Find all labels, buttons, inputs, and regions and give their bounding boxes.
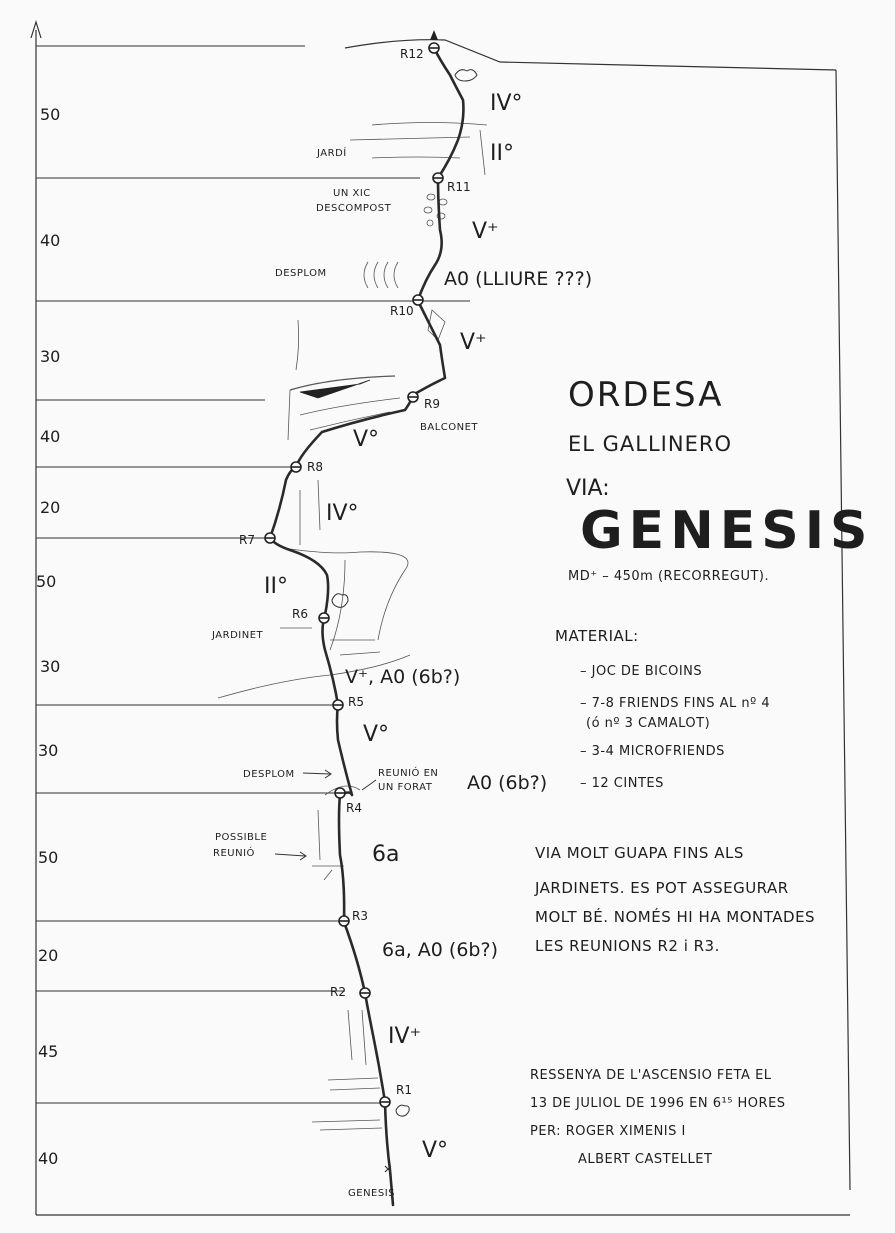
belay-station <box>380 1097 390 1107</box>
feature-label: JARDÍ <box>317 148 347 159</box>
belay-station <box>319 613 329 623</box>
credit-line: RESSENYA DE L'ASCENSIO FETA EL <box>530 1068 772 1083</box>
pitch-length-label: 20 <box>40 498 61 517</box>
credit-line: 13 DE JULIOL DE 1996 EN 6¹⁵ HORES <box>530 1096 786 1111</box>
pitch-grade: II° <box>264 574 288 599</box>
note-line: JARDINETS. ES POT ASSEGURAR <box>535 879 789 897</box>
pitch-length-label: 45 <box>38 1042 59 1061</box>
pitch-grade: A0 (LLIURE ???) <box>444 268 593 290</box>
feature-label: DESPLOM <box>275 268 327 279</box>
belay-label: R5 <box>348 695 364 709</box>
belay-label: R4 <box>346 801 362 815</box>
feature-label: REUNIÓ <box>213 848 255 859</box>
material-item: – JOC DE BICOINS <box>580 664 703 679</box>
belay-station <box>265 533 275 543</box>
belay-station <box>335 788 345 798</box>
belay-label: R7 <box>239 533 255 547</box>
belay-label: R6 <box>292 607 308 621</box>
belay-station <box>339 916 349 926</box>
wall-name: EL GALLINERO <box>568 432 732 456</box>
feature-label: GENESIS <box>348 1188 396 1199</box>
feature-label: JARDINET <box>212 630 264 641</box>
belay-label: R1 <box>396 1083 412 1097</box>
credit-line: PER: ROGER XIMENIS I <box>530 1124 686 1139</box>
belay-label: R11 <box>447 180 471 194</box>
via-label: VIA: <box>566 476 610 501</box>
pitch-length-label: 40 <box>38 1149 59 1168</box>
belay-station <box>291 462 301 472</box>
pitch-length-label: 40 <box>40 427 61 446</box>
feature-label: REUNIÓ EN <box>378 768 439 779</box>
pitch-grade: II° <box>490 141 514 166</box>
pitch-grade: 6a, A0 (6b?) <box>382 939 498 961</box>
pitch-length-label: 40 <box>40 231 61 250</box>
pitch-grade: A0 (6b?) <box>467 772 548 794</box>
pitch-length-label: 50 <box>36 572 57 591</box>
pitch-grade: V⁺, A0 (6b?) <box>345 666 461 688</box>
feature-label: BALCONET <box>420 422 479 433</box>
belay-label: R3 <box>352 909 368 923</box>
pitch-grade: V° <box>353 427 380 452</box>
pitch-grade: IV⁺ <box>388 1024 422 1049</box>
feature-label: DESPLOM <box>243 769 295 780</box>
material-heading: MATERIAL: <box>555 627 639 645</box>
pitch-length-label: 20 <box>38 946 59 965</box>
belay-label: R9 <box>424 397 440 411</box>
pitch-length-label: 30 <box>38 741 59 760</box>
belay-label: R12 <box>400 47 424 61</box>
belay-station <box>408 392 418 402</box>
pitch-grade: V° <box>422 1138 449 1163</box>
belay-station <box>360 988 370 998</box>
material-item: – 12 CINTES <box>580 776 664 791</box>
feature-label: UN FORAT <box>378 782 433 793</box>
feature-label: DESCOMPOST <box>316 203 392 214</box>
route-grade-line: MD⁺ – 450m (RECORREGUT). <box>568 569 770 584</box>
material-item: (ó nº 3 CAMALOT) <box>586 716 711 731</box>
pitch-grade: V° <box>363 722 390 747</box>
belay-label: R2 <box>330 985 346 999</box>
note-line: LES REUNIONS R2 i R3. <box>535 937 720 955</box>
pitch-length-label: 30 <box>40 657 61 676</box>
belay-station <box>413 295 423 305</box>
note-line: MOLT BÉ. NOMÉS HI HA MONTADES <box>535 908 816 926</box>
pitch-length-label: 50 <box>40 105 61 124</box>
belay-station <box>433 173 443 183</box>
material-item: – 3-4 MICROFRIENDS <box>580 744 725 759</box>
pitch-grade: IV° <box>490 91 523 116</box>
route-name: GENESIS <box>580 501 874 561</box>
pitch-grade: V⁺ <box>472 219 499 244</box>
pitch-grade: 6a <box>372 842 400 867</box>
note-line: VIA MOLT GUAPA FINS ALS <box>535 844 744 862</box>
feature-label: POSSIBLE <box>215 832 268 843</box>
pitch-grade: V⁺ <box>460 330 487 355</box>
belay-label: R10 <box>390 304 414 318</box>
pitch-grade: IV° <box>326 501 359 526</box>
belay-station <box>333 700 343 710</box>
pitch-length-label: 30 <box>40 347 61 366</box>
belay-station <box>429 43 439 53</box>
belay-label: R8 <box>307 460 323 474</box>
material-item: – 7-8 FRIENDS FINS AL nº 4 <box>580 696 771 711</box>
pitch-length-label: 50 <box>38 848 59 867</box>
feature-label: UN XIC <box>333 188 371 199</box>
area-title: ORDESA <box>568 375 724 415</box>
credit-line: ALBERT CASTELLET <box>578 1152 713 1167</box>
